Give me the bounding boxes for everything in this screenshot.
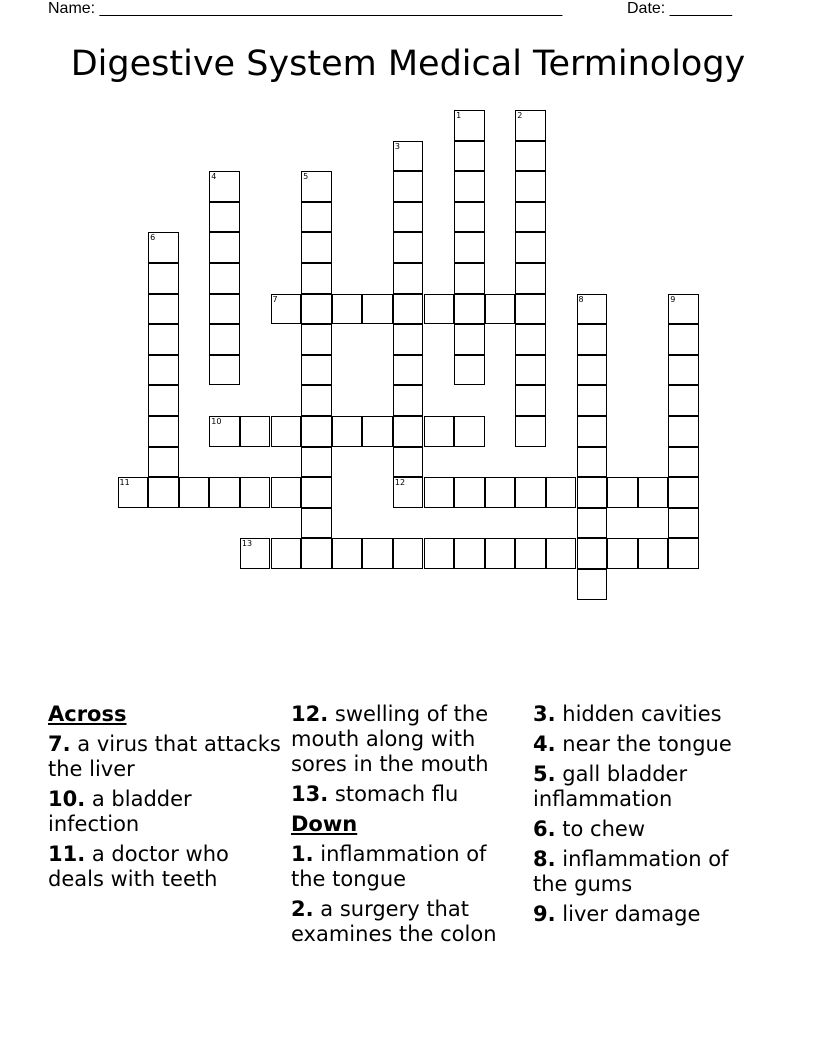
- crossword-cell[interactable]: [393, 447, 424, 478]
- clue-text: a doctor who deals with teeth: [48, 842, 229, 891]
- cell-number: 13: [241, 539, 253, 549]
- crossword-cell[interactable]: [301, 355, 332, 386]
- crossword-cell[interactable]: [148, 324, 179, 355]
- crossword-cell[interactable]: [148, 294, 179, 325]
- crossword-cell[interactable]: [577, 416, 608, 447]
- crossword-cell[interactable]: [515, 294, 546, 325]
- clue-across-12: [291, 702, 527, 777]
- crossword-cell[interactable]: [577, 324, 608, 355]
- crossword-cell[interactable]: [424, 416, 455, 447]
- clue-across-11: [48, 842, 284, 892]
- clue-text: a surgery that examines the colon: [291, 897, 497, 946]
- clue-number: 4.: [533, 732, 556, 756]
- clue-number: 13.: [291, 782, 329, 806]
- crossword-cell[interactable]: [454, 416, 485, 447]
- cell-number: 8: [578, 294, 584, 304]
- clue-number: 12.: [291, 702, 329, 726]
- crossword-cell[interactable]: [148, 477, 179, 508]
- crossword-cell[interactable]: [668, 447, 699, 478]
- crossword-cell[interactable]: [515, 263, 546, 294]
- down-heading: Down: [291, 812, 358, 836]
- clue-text: a virus that attacks the liver: [48, 732, 281, 781]
- clue-text: inflammation of the tongue: [291, 842, 487, 891]
- crossword-cell[interactable]: [393, 202, 424, 233]
- crossword-cell[interactable]: [301, 477, 332, 508]
- cell-number: 9: [670, 294, 676, 304]
- crossword-cell[interactable]: [424, 538, 455, 569]
- clue-column-1: [48, 702, 284, 897]
- crossword-cell[interactable]: [454, 232, 485, 263]
- crossword-cell[interactable]: [393, 294, 424, 325]
- crossword-cell[interactable]: [271, 477, 302, 508]
- crossword-cell[interactable]: [454, 263, 485, 294]
- crossword-cell[interactable]: [454, 294, 485, 325]
- crossword-cell[interactable]: [546, 538, 577, 569]
- name-field-line: Name: ____________________________________________________: [48, 0, 563, 17]
- crossword-cell[interactable]: [515, 385, 546, 416]
- clue-column-3: [533, 702, 769, 932]
- crossword-cell[interactable]: [301, 324, 332, 355]
- crossword-cell[interactable]: [668, 508, 699, 539]
- crossword-cell[interactable]: [424, 294, 455, 325]
- clue-text: liver damage: [562, 902, 701, 926]
- crossword-cell[interactable]: [668, 538, 699, 569]
- crossword-cell[interactable]: [393, 385, 424, 416]
- clue-number: 11.: [48, 842, 86, 866]
- crossword-cell[interactable]: [393, 232, 424, 263]
- crossword-cell[interactable]: [301, 447, 332, 478]
- clue-number: 8.: [533, 847, 556, 871]
- crossword-cell[interactable]: [515, 538, 546, 569]
- crossword-cell[interactable]: [301, 385, 332, 416]
- cell-number: 1: [456, 111, 462, 120]
- crossword-cell[interactable]: [607, 538, 638, 569]
- crossword-cell[interactable]: [301, 294, 332, 325]
- crossword-cell[interactable]: [393, 355, 424, 386]
- cell-number: 6: [150, 233, 156, 243]
- crossword-cell[interactable]: [577, 385, 608, 416]
- clue-down-4: [533, 732, 769, 757]
- crossword-cell[interactable]: [179, 477, 210, 508]
- cell-number: 12: [394, 478, 406, 488]
- clue-text: a bladder infection: [48, 787, 192, 836]
- clue-number: 10.: [48, 787, 86, 811]
- crossword-cell[interactable]: [209, 355, 240, 386]
- crossword-cell[interactable]: [301, 508, 332, 539]
- crossword-cell[interactable]: [393, 538, 424, 569]
- date-field-line: Date: _______: [627, 0, 732, 17]
- crossword-cell[interactable]: [577, 569, 608, 600]
- crossword-cell[interactable]: [515, 416, 546, 447]
- clue-number: 1.: [291, 842, 314, 866]
- crossword-cell[interactable]: [454, 171, 485, 202]
- crossword-cell[interactable]: [668, 324, 699, 355]
- crossword-cell[interactable]: [209, 232, 240, 263]
- cell-number: 3: [394, 141, 400, 151]
- crossword-cell[interactable]: [301, 202, 332, 233]
- clue-down-1: [291, 842, 527, 892]
- clue-down-9: [533, 902, 769, 927]
- crossword-cell[interactable]: [515, 202, 546, 233]
- crossword-cell[interactable]: [485, 294, 516, 325]
- crossword-cell[interactable]: [638, 538, 669, 569]
- crossword-cell[interactable]: [362, 538, 393, 569]
- cell-number: 4: [211, 172, 217, 182]
- crossword-cell[interactable]: [393, 416, 424, 447]
- crossword-cell[interactable]: [148, 416, 179, 447]
- cell-number: 2: [517, 111, 523, 120]
- crossword-cell[interactable]: [424, 477, 455, 508]
- clue-down-6: [533, 817, 769, 842]
- clue-down-5: [533, 762, 769, 812]
- crossword-cell[interactable]: [515, 171, 546, 202]
- crossword-cell[interactable]: [148, 263, 179, 294]
- clue-text: swelling of the mouth along with sores in the mouth: [291, 702, 489, 776]
- clue-down-3: [533, 702, 769, 727]
- crossword-cell[interactable]: [362, 416, 393, 447]
- crossword-cell[interactable]: [638, 477, 669, 508]
- crossword-cell[interactable]: [301, 232, 332, 263]
- clue-text: to chew: [562, 817, 645, 841]
- crossword-cell[interactable]: [454, 202, 485, 233]
- crossword-cell[interactable]: [393, 171, 424, 202]
- clue-down-8: [533, 847, 769, 897]
- clue-text: near the tongue: [562, 732, 732, 756]
- crossword-cell[interactable]: [148, 447, 179, 478]
- clue-text: hidden cavities: [562, 702, 722, 726]
- crossword-cell[interactable]: [271, 538, 302, 569]
- crossword-cell[interactable]: [546, 477, 577, 508]
- crossword-cell[interactable]: [301, 416, 332, 447]
- clue-text: stomach flu: [334, 782, 459, 806]
- clue-across-13: [291, 782, 527, 807]
- crossword-cell[interactable]: [607, 477, 638, 508]
- crossword-cell[interactable]: [485, 477, 516, 508]
- clue-number: 6.: [533, 817, 556, 841]
- clue-number: 3.: [533, 702, 556, 726]
- crossword-cell[interactable]: [668, 477, 699, 508]
- clue-number: 2.: [291, 897, 314, 921]
- crossword-cell[interactable]: [454, 141, 485, 172]
- crossword-cell[interactable]: [668, 355, 699, 386]
- crossword-cell[interactable]: [577, 355, 608, 386]
- crossword-cell[interactable]: [209, 263, 240, 294]
- cell-number: 7: [272, 294, 278, 304]
- crossword-cell[interactable]: [577, 477, 608, 508]
- crossword-cell[interactable]: [209, 294, 240, 325]
- crossword-cell[interactable]: [454, 538, 485, 569]
- crossword-cell[interactable]: [577, 508, 608, 539]
- crossword-cell[interactable]: [515, 232, 546, 263]
- crossword-cell[interactable]: [271, 416, 302, 447]
- cell-number: 11: [119, 478, 130, 488]
- crossword-cell[interactable]: [515, 141, 546, 172]
- crossword-cell[interactable]: [240, 477, 271, 508]
- clue-text: gall bladder inflammation: [533, 762, 688, 811]
- crossword-cell[interactable]: [577, 447, 608, 478]
- crossword-cell[interactable]: [668, 385, 699, 416]
- crossword-cell[interactable]: [332, 294, 363, 325]
- crossword-cell[interactable]: [393, 263, 424, 294]
- clue-text: inflammation of the gums: [533, 847, 729, 896]
- clue-across-7: [48, 732, 284, 782]
- crossword-cell[interactable]: [515, 355, 546, 386]
- clue-number: 9.: [533, 902, 556, 926]
- crossword-cell[interactable]: [301, 263, 332, 294]
- crossword-cell[interactable]: [209, 202, 240, 233]
- cell-number: 10: [211, 417, 222, 426]
- crossword-cell[interactable]: [485, 538, 516, 569]
- cell-number: 5: [303, 172, 309, 182]
- crossword-cell[interactable]: [393, 324, 424, 355]
- clue-across-10: [48, 787, 284, 837]
- crossword-cell[interactable]: [515, 477, 546, 508]
- crossword-cell[interactable]: [240, 416, 271, 447]
- crossword-cell[interactable]: [515, 324, 546, 355]
- crossword-cell[interactable]: [332, 538, 363, 569]
- crossword-cell[interactable]: [209, 324, 240, 355]
- crossword-cell[interactable]: [148, 355, 179, 386]
- crossword-cell[interactable]: [577, 538, 608, 569]
- crossword-cell[interactable]: [454, 355, 485, 386]
- crossword-cell[interactable]: [332, 416, 363, 447]
- clue-down-2: [291, 897, 527, 947]
- crossword-cell[interactable]: [301, 538, 332, 569]
- page-title: Digestive System Medical Terminology: [70, 44, 746, 84]
- crossword-cell[interactable]: [668, 416, 699, 447]
- crossword-cell[interactable]: [362, 294, 393, 325]
- crossword-cell[interactable]: [209, 477, 240, 508]
- across-heading: Across: [48, 702, 127, 726]
- clue-column-2: [291, 702, 527, 952]
- crossword-cell[interactable]: [454, 324, 485, 355]
- crossword-cell[interactable]: [454, 477, 485, 508]
- crossword-cell[interactable]: [148, 385, 179, 416]
- clue-number: 5.: [533, 762, 556, 786]
- clue-number: 7.: [48, 732, 71, 756]
